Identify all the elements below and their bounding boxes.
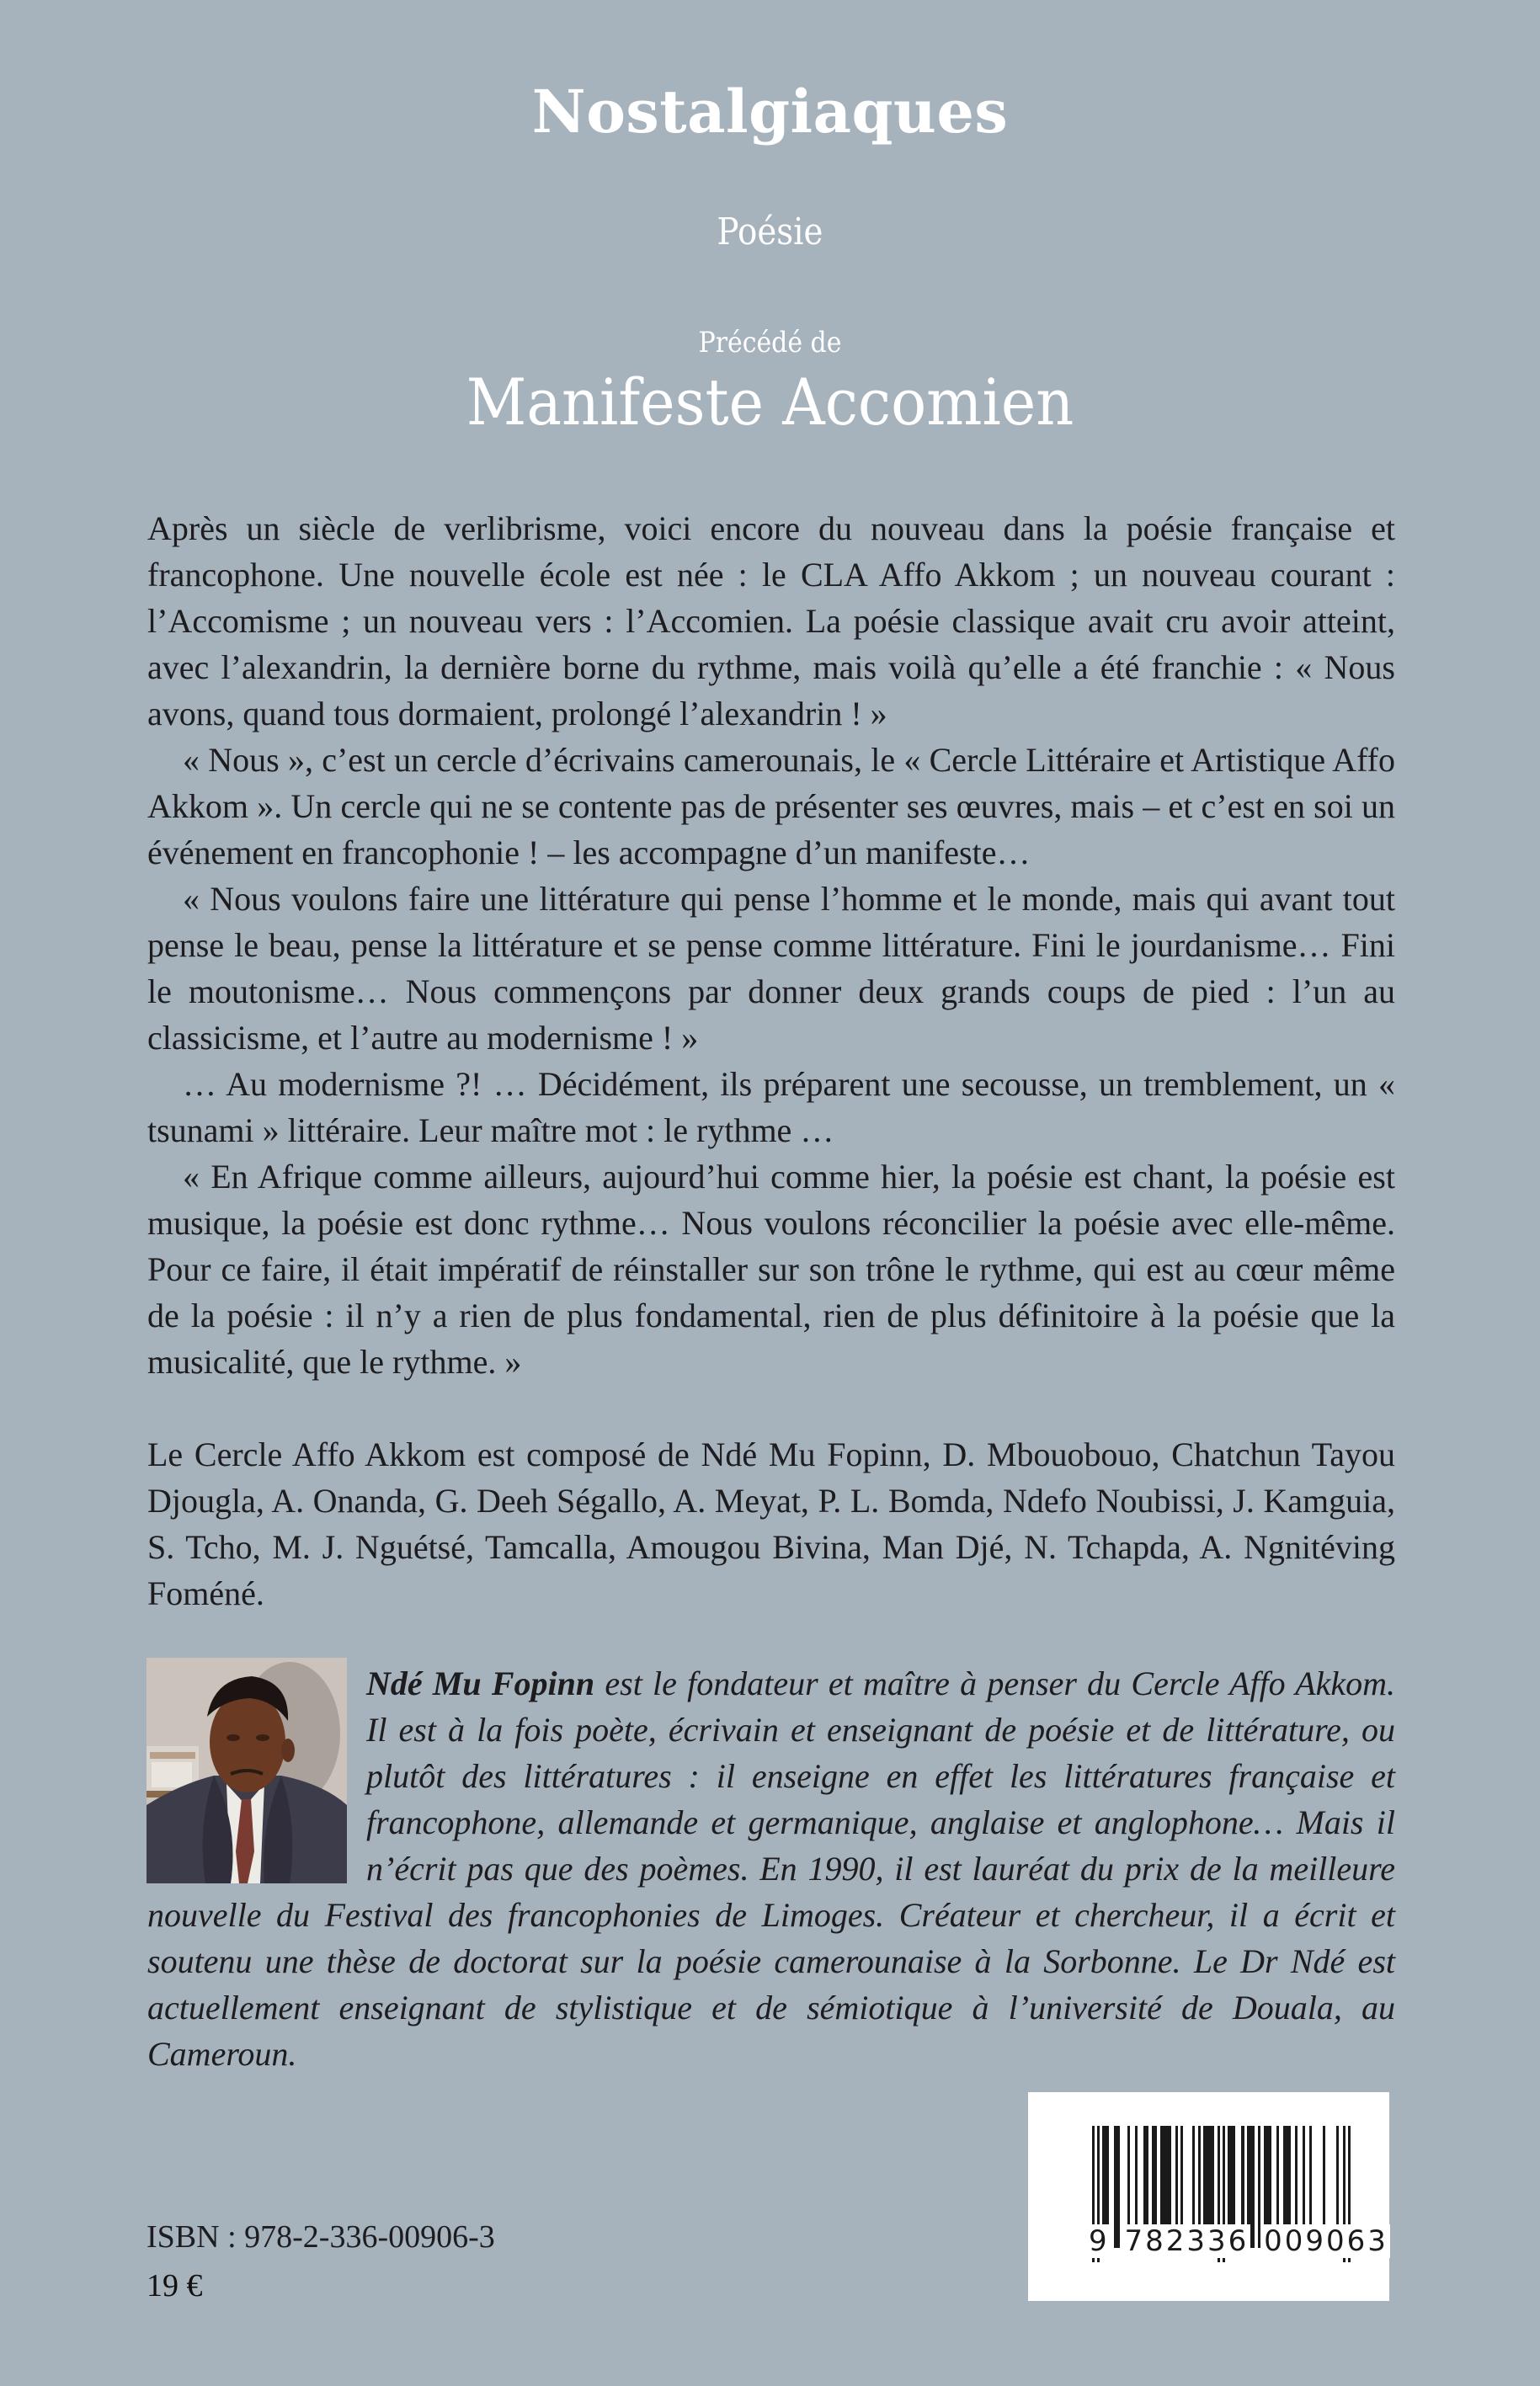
photo-spacer xyxy=(147,1660,366,1888)
price-label: 19 € xyxy=(147,2268,203,2303)
isbn-label: ISBN : 978-2-336-00906-3 xyxy=(147,2219,495,2255)
blurb-paragraph: « En Afrique comme ailleurs, aujourd’hui comme hier, la poésie est chant, la poésie est musique, la poésie est donc rythme… Nous voulons réconcilier la poésie avec elle-même. Pour ce faire, il était impératif de réinstaller sur son trône le rythme, qui est au cœur même de la poésie : il n’y a rien de plus fondamental, rien de plus définitoire à la poésie que la musicalité, que le rythme. » xyxy=(147,1158,1395,1381)
author-bio-text: est le fondateur et maître à penser du Cercle Affo Akkom. Il est à la fois poète, écrivain et enseignant de poésie et de littérature, ou plutôt des littératures : il enseigne en effet les littératures française et francophone, allemande et germanique, anglaise et anglophone… Mais il n’écrit pas que des poèmes. En 1990, il est lauréat du prix de la meilleure nouvelle du Festival des francophonies de Limoges. Créateur et chercheur, il a écrit et soutenu une thèse de doctorat sur la poésie camerounaise à la Sorbonne. Le Dr Ndé est actuellement enseignant de stylistique et de sémiotique à l’université de Douala, au Cameroun. xyxy=(147,1664,1395,2073)
preceded-by-label: Précédé de xyxy=(698,326,842,359)
manifesto-title: Manifeste Accomien xyxy=(466,365,1074,439)
blurb-paragraph: Après un siècle de verlibrisme, voici encore du nouveau dans la poésie française et francophone. Une nouvelle école est née : le CLA Affo Akkom ; un nouveau courant : l’Accomisme ; un nouveau vers : l’Accomien. La poésie classique avait cru avoir atteint, avec l’alexandrin, la dernière borne du rythme, mais voilà qu’elle a été franchie : « Nous avons, quand tous dormaient, prolongé l’alexandrin ! » xyxy=(147,509,1395,732)
barcode xyxy=(1028,2092,1389,2301)
author-bio xyxy=(147,1660,1395,2077)
barcode-digits-right: 009063 xyxy=(1264,2224,1388,2258)
blurb-paragraph: « Nous », c’est un cercle d’écrivains camerounais, le « Cercle Littéraire et Artistique Affo Akkom ». Un cercle qui ne se contente pas de présenter ses œuvres, mais – et c’est en soi un événement en francophonie ! – les accompagne d’un manifeste… xyxy=(147,741,1395,871)
blurb-paragraph: « Nous voulons faire une littérature qui pense l’homme et le monde, mais qui avant tout pense le beau, pense la littérature et se pense comme littérature. Fini le jourdanisme… Fini le moutonisme… Nous commençons par donner deux grands coups de pied : l’un au classicisme, et l’autre au modernisme ! » xyxy=(147,880,1395,1057)
book-title: Nostalgiaques xyxy=(531,77,1009,146)
barcode-number xyxy=(1087,2224,1390,2258)
members-list xyxy=(147,1431,1395,1616)
author-name: Ndé Mu Fopinn xyxy=(366,1664,595,1702)
blurb-paragraph: … Au modernisme ?! … Décidément, ils préparent une secousse, un tremblement, un « tsunami » littéraire. Leur maître mot : le rythme … xyxy=(147,1065,1395,1149)
members-paragraph: Le Cercle Affo Akkom est composé de Ndé Mu Fopinn, D. Mbouobouo, Chatchun Tayou Djougla, A. Onanda, G. Deeh Ségallo, A. Meyat, P. L. Bomda, Ndefo Noubissi, J. Kamguia, S. Tcho, M. J. Nguétsé, Tamcalla, Amougou Bivina, Man Djé, N. Tchapda, A. Ngnitéving Foméné. xyxy=(147,1435,1395,1612)
barcode-digit-first: 9 xyxy=(1089,2224,1110,2258)
genre-label: Poésie xyxy=(717,210,823,253)
manifesto-blurb xyxy=(147,505,1395,1385)
barcode-digits-left: 782336 xyxy=(1124,2224,1250,2258)
